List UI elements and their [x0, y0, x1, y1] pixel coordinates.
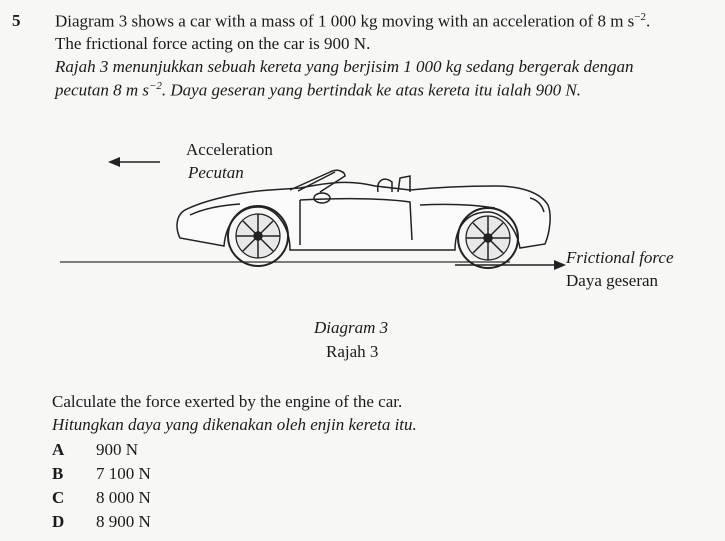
prompt-ms: Hitungkan daya yang dikenakan oleh enjin kereta itu.	[52, 415, 417, 434]
prompt-en: Calculate the force exerted by the engine of the car.	[52, 392, 403, 411]
question-text-ms-1: Rajah 3 menunjukkan sebuah kereta yang berjisim 1 000 kg sedang bergerak dengan	[55, 57, 634, 76]
question-text-en-1: Diagram 3 shows a car with a mass of 1 000 kg moving with an acceleration of 8 m $s^{-2}$.	[55, 11, 651, 31]
friction-label-en: Frictional force	[566, 248, 674, 267]
option-b[interactable]: B 7 100 N	[52, 464, 151, 483]
question-text-ms-2: pecutan 8 m $s^{-2}$. Daya geseran yang bertindak ke atas kereta itu ialah 900 N.	[55, 80, 582, 100]
option-c[interactable]: C 8 000 N	[52, 488, 151, 507]
car-illustration	[177, 170, 550, 268]
question-text-en-2: The frictional force acting on the car is 900 N.	[55, 34, 371, 53]
diagram-caption-en: Diagram 3	[314, 318, 389, 337]
acceleration-label-ms: Pecutan	[188, 163, 244, 182]
friction-label-ms: Daya geseran	[566, 271, 659, 290]
option-d[interactable]: D 8 900 N	[52, 512, 151, 531]
acceleration-label-en: Acceleration	[186, 140, 273, 159]
question-number: 5	[12, 11, 21, 30]
diagram-caption-ms: Rajah 3	[326, 342, 379, 361]
option-a[interactable]: A 900 N	[52, 440, 139, 459]
acceleration-arrow	[108, 157, 160, 167]
